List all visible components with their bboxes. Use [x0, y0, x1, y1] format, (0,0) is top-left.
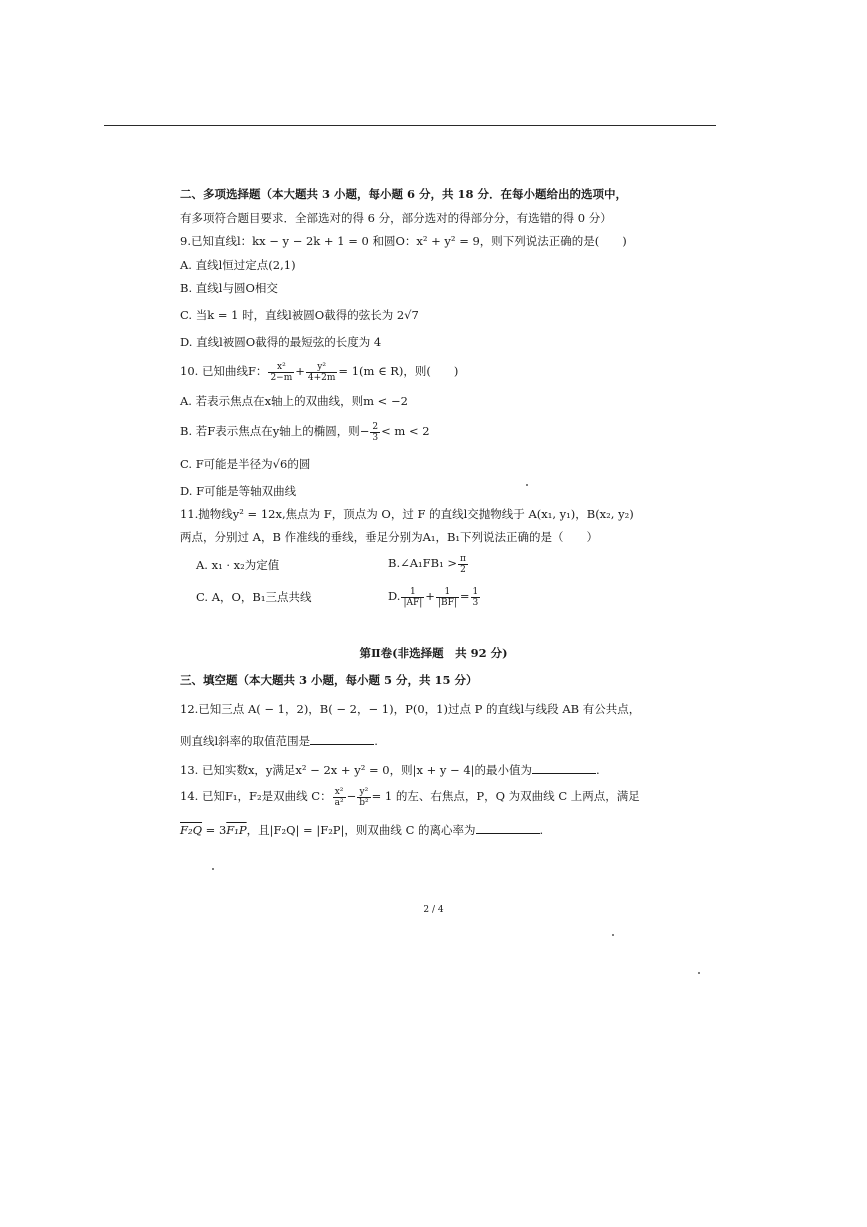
q11-option-d [388, 585, 481, 608]
q14-minus: − [346, 789, 357, 803]
q11-stem-line1: 11.抛物线y² = 12x,焦点为 F，顶点为 O，过 F 的直线l交抛物线于 A(x₁, y₁)，B(x₂, y₂) [180, 507, 634, 521]
q14-line2-post: ，且|F₂Q| = |F₂P|，则双曲线 C 的离心率为 [246, 823, 476, 837]
scan-speck [612, 934, 614, 936]
q12-answer-blank[interactable] [310, 733, 374, 745]
scan-speck [212, 868, 214, 870]
q10-option-c: C. F可能是半径为√6的圆 [180, 457, 311, 471]
scan-speck [526, 484, 528, 486]
q10-fraction-1 [268, 362, 294, 383]
q11-d2-num: 1 [436, 587, 459, 598]
q11-option-a: A. x₁ · x₂为定值 [196, 558, 280, 572]
q11-b-den: 2 [460, 564, 466, 575]
q10-b-post: < m < 2 [381, 424, 430, 438]
q10-option-a: A. 若表示焦点在x轴上的双曲线，则m < −2 [180, 394, 408, 408]
section2-header-line2: 有多项符合题目要求．全部选对的得 6 分，部分选对的得部分分，有选错的得 0 分） [180, 211, 612, 225]
q14-f2-den: b² [359, 797, 369, 808]
q14-mid: = 3 [202, 823, 227, 837]
q14-vector-f2q: F₂Q [180, 823, 203, 837]
q9-option-b: B. 直线l与圆O相交 [180, 281, 278, 295]
section3-header: 三、填空题（本大题共 3 小题，每小题 5 分，共 15 分） [180, 673, 478, 687]
q10-option-d: D. F可能是等轴双曲线 [180, 484, 297, 498]
q12-line2 [180, 733, 378, 749]
q11-option-c: C. A，O，B₁三点共线 [196, 590, 312, 604]
q10-fraction-2 [306, 362, 338, 383]
q12-end: . [374, 734, 378, 748]
q14-f1-den: a² [334, 797, 344, 808]
q11-d-fraction-1 [401, 587, 424, 608]
q14-post: = 1 的左、右焦点，P，Q 为双曲线 C 上两点，满足 [371, 789, 640, 803]
q10-b-num: 2 [372, 421, 379, 432]
q14-line1 [180, 785, 640, 808]
q11-d2-den: |BF| [437, 597, 457, 608]
q13-answer-blank[interactable] [532, 762, 596, 774]
q11-d-eq: = [459, 589, 470, 603]
q14-fraction-2 [357, 787, 370, 808]
q14-answer-blank[interactable] [476, 822, 540, 834]
q9-option-c: C. 当k = 1 时，直线l被圆O截得的弦长为 2√7 [180, 308, 419, 322]
q13-line [180, 762, 600, 778]
q11-d-plus: + [425, 589, 435, 603]
q14-vector-f1p: F₁P [226, 823, 247, 837]
q11-d-pre: D. [388, 589, 401, 603]
page-number: 2 / 4 [423, 905, 444, 915]
q11-stem-line2: 两点，分别过 A，B 作准线的垂线，垂足分别为A₁，B₁下列说法正确的是（ ） [180, 530, 599, 544]
q11-d-fraction-2 [436, 587, 459, 608]
q10-plus: + [295, 364, 305, 378]
q14-fraction-1 [333, 787, 346, 808]
q10-option-b [180, 420, 430, 443]
q14-pre: 14. 已知F₁，F₂是双曲线 C： [180, 789, 332, 803]
q11-d3-num: 1 [472, 586, 479, 597]
q10-b-pre: B. 若F表示焦点在y轴上的椭圆，则− [180, 424, 370, 438]
q11-b-fraction [458, 554, 468, 575]
q12-line2-text: 则直线l斜率的取值范围是 [180, 734, 311, 748]
q10-f2-num: y² [306, 362, 338, 373]
q10-f2-den: 4+2m [307, 372, 336, 383]
q14-f1-num: x² [333, 787, 346, 798]
q11-option-b [388, 552, 469, 575]
q11-b-num: π [460, 553, 466, 564]
q11-d3-den: 3 [472, 597, 479, 608]
q10-b-fraction [370, 422, 380, 443]
scan-speck [698, 972, 700, 974]
top-rule [104, 125, 716, 126]
q14-line2 [180, 822, 543, 838]
q9-option-a: A. 直线l恒过定点(2,1) [180, 258, 296, 272]
part2-title: 第Ⅱ卷(非选择题 共 92 分) [359, 646, 508, 660]
q13-end: . [596, 763, 600, 777]
q10-f1-num: x² [268, 362, 294, 373]
q10-b-den: 3 [372, 432, 379, 443]
section2-header-line1: 二、多项选择题（本大题共 3 小题，每小题 6 分，共 18 分．在每小题给出的选项中， [180, 187, 628, 201]
q14-f2-num: y² [357, 787, 370, 798]
q11-d-fraction-3 [471, 587, 481, 608]
q9-stem: 9.已知直线l：kx − y − 2k + 1 = 0 和圆O：x² + y² = 9，则下列说法正确的是( ) [180, 234, 627, 248]
q10-stem-post: = 1(m ∈ R)，则( ) [338, 364, 459, 378]
q11-d1-num: 1 [401, 587, 424, 598]
q10-f1-den: 2−m [270, 372, 293, 383]
q11-d1-den: |AF| [403, 597, 423, 608]
q11-b-pre: B.∠A₁FB₁ > [388, 556, 457, 570]
q14-end: . [539, 823, 544, 837]
q10-stem [180, 360, 458, 383]
q10-stem-pre: 10. 已知曲线F： [180, 364, 268, 378]
q12-line1: 12.已知三点 A( − 1，2)，B( − 2，− 1)，P(0，1)过点 P 的直线l与线段 AB 有公共点， [180, 702, 641, 716]
q9-option-d: D. 直线l被圆O截得的最短弦的长度为 4 [180, 335, 382, 349]
q13-text: 13. 已知实数x，y满足x² − 2x + y² = 0，则|x + y − 4|的最小值为 [180, 763, 533, 777]
